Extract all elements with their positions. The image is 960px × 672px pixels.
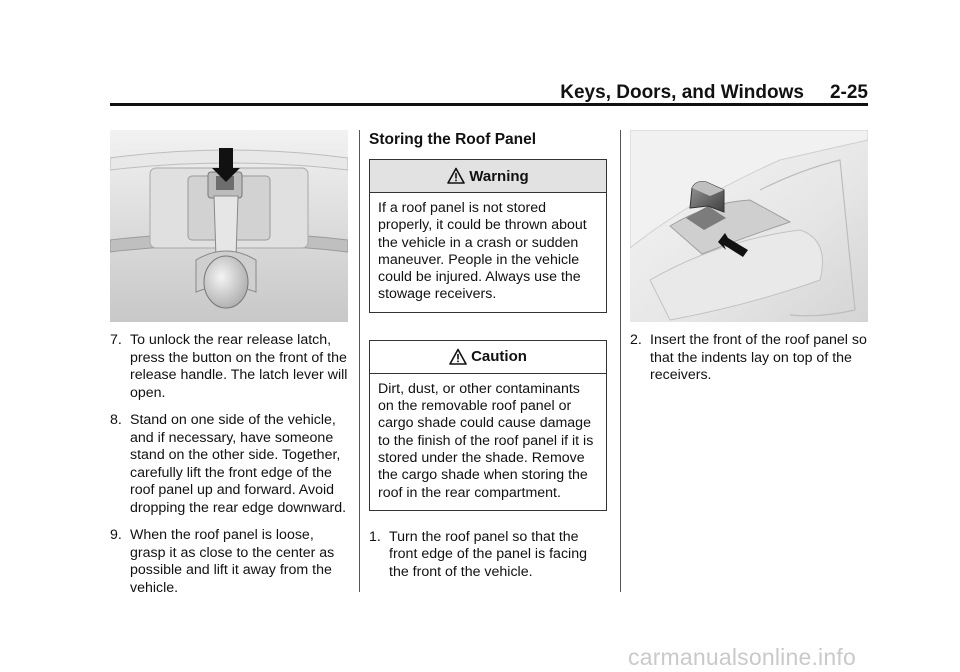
warning-triangle-icon [447, 167, 465, 185]
right-steps-list [630, 332, 868, 385]
left-column [110, 130, 348, 607]
caution-text: Dirt, dust, or other contaminants on the removable roof panel or cargo shade could cause damage to the finish of the roof panel if it is stored under the shade. Remove the cargo shade when storing the roof in the rear compartment. [378, 380, 594, 501]
caution-box [369, 340, 607, 511]
caution-label: Caution [471, 348, 527, 366]
header-rule [110, 103, 868, 106]
list-item: 9. When the roof panel is loose, grasp it as close to the center as possible and lift it away from the vehicle. [110, 527, 335, 596]
column-divider-1 [359, 130, 360, 592]
list-item: 7. To unlock the rear release latch, press the button on the front of the release handle. The latch lever will open. [110, 332, 348, 401]
section-heading: Storing the Roof Panel [369, 131, 537, 148]
right-column [630, 130, 868, 395]
warning-label: Warning [469, 167, 529, 185]
stowage-receiver-illustration [630, 130, 868, 322]
watermark: carmanualsonline.info [628, 644, 856, 670]
warning-triangle-icon [449, 348, 467, 366]
warning-box [369, 159, 607, 313]
caution-header [370, 341, 606, 374]
column-divider-2 [620, 130, 621, 592]
section-title-header: Keys, Doors, and Windows [560, 82, 804, 103]
latch-release-illustration [110, 130, 348, 322]
left-steps-list [110, 332, 348, 597]
warning-header [370, 160, 606, 193]
page-number: 2-25 [829, 82, 868, 103]
middle-column [369, 130, 609, 591]
list-item: 2. Insert the front of the roof panel so that the indents lay on top of the receivers. [630, 332, 867, 383]
list-item: 8. Stand on one side of the vehicle, and if necessary, have someone stand on the other side. Together, carefully lift the front edge of the roof panel up and forward. Avoid dropping the rear edge downward. [110, 412, 347, 516]
warning-text: If a roof panel is not stored properly, it could be thrown about the vehicle in a crash or sudden maneuver. People in the vehicle could be injured. Always use the stowage receivers. [378, 200, 587, 303]
page-header [110, 80, 868, 104]
list-item: 1. Turn the roof panel so that the front edge of the panel is facing the front of the vehicle. [369, 528, 587, 580]
middle-steps-list [369, 529, 609, 582]
